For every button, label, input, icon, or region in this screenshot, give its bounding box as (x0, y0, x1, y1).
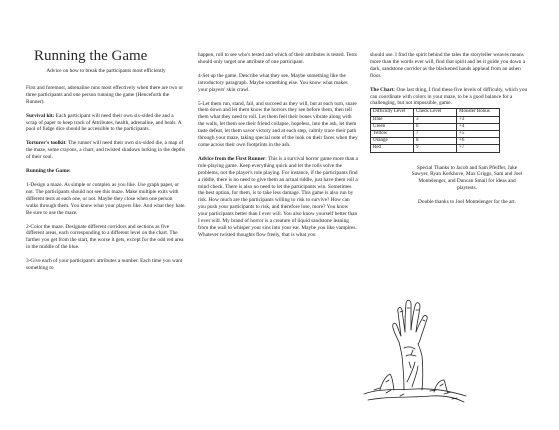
table-cell: +6 (457, 138, 500, 145)
advice-text: : This is a survival horror game more than a role-playing game. Keep everything quick and let the rolls solve the problems, not the player's role playing. For instance, if the participants find a riddle, there is no need to give them an actual riddle, just have them roll a mind check. There is also no need to let the participants win. Sometimes the best option, for them, is to take less damage. This game is also run by risk. How much are the participants willing to risk to survive? How can you push your participants to risk, and therefore lose, more? You know your participants better than I ever will. You also know yourself better than I ever will. My brand of horror is a creature of liquid sandstone leaning from the wall to whisper your sins into your ear. Maybe you like vampires. Whatever twisted thoughts flow freely, that is what you (198, 155, 358, 238)
table-cell: Yellow (371, 130, 414, 137)
thanks-block (410, 165, 524, 207)
table-row (371, 145, 500, 152)
table-row (371, 123, 500, 130)
thanks-paragraph: Special Thanks to Jacob and Sam Pfeiffer, Jake Sawyer, Ryan Kerkhove, Max Griggs, Sam and Joel Montelenger, and Duncan Smail for ideas and playtests. (411, 164, 523, 192)
page-title: Running the Game (34, 48, 148, 64)
step-1-paragraph: 1-Design a maze. As simple or complex as you like. Use graph paper, or not. The participants should not see this maze. Make multiple exits with different tests at each one, or not. Maybe they close when one person walks through them. You know what your players like. And what they hate. Be sure to use the maze. (26, 181, 186, 216)
step-3-paragraph: 3-Give each of your participant's attributes a number. Each time you want something to (26, 258, 183, 272)
table-header: Check Level (414, 109, 457, 116)
table-cell: 9 (414, 145, 457, 152)
survival-kit-paragraph (26, 113, 186, 134)
table-header-row (371, 109, 500, 116)
table-cell: +5 (457, 130, 500, 137)
page-subtitle: Advice on how to break the participants most efficiently (46, 68, 166, 74)
hand-illustration (360, 290, 470, 410)
table-cell: +3 (457, 116, 500, 123)
step-3-continued: happen, roll to see who's tested and which of their attributes is tested. Tests should only target one attribute of one participant. (198, 52, 357, 65)
step-5-paragraph: 5-Let them run, stand, fail, and succeed as they will, but at each turn, snare them down and let them know the horrors they see before them, then tell them what they need to roll. Let them feel their bones vibrate along with the walls, let them see their friend collapse, hopeless, into the ash, let them taste defeat, let them savor victory and at each step, calmly trace their path through your maze, taking special note of the look on their faces when they come across their own footprints in the ash. (198, 100, 358, 148)
step-4-paragraph: 4-Set up the game. Describe what they see. Maybe something like the introductory paragraph. Maybe something else. You know what makes your players' skin crawl. (198, 72, 348, 93)
step-2-paragraph: 2-Color the maze. Designate different corridors and sections as five different areas, each corresponding to a different level on the chart. The farther you get from the start, the worse it gets, except for the odd red area in the middle of the blue. (26, 223, 184, 251)
table-row (371, 130, 500, 137)
table-row (371, 138, 500, 145)
torturer-toolkit-text: : The runner will need their own six-sided die, a map of the maze, some crayons, a chart, and twisted shadows lurking in the depths of their soul. (26, 140, 186, 161)
table-cell: 8 (414, 138, 457, 145)
advice-label: Advice from the First Runner (198, 155, 266, 162)
running-the-game-heading: Running the Game: (26, 168, 71, 175)
table-cell: 3 (414, 116, 457, 123)
table-cell: Green (371, 123, 414, 130)
survival-kit-label: Survival kit: (26, 112, 55, 119)
column-1 (26, 48, 186, 430)
table-header: Monster Bonus (457, 109, 500, 116)
table-cell: Orange (371, 138, 414, 145)
table-cell: Blue (371, 116, 414, 123)
advice-continued: should use. I find the spirit behind the tales the storyteller weaves means more than the words ever will, find that spirit and let it guide you down a dark, sandstone corridor as the blackened hands applaud from an ashen floor. (370, 52, 526, 79)
column-2 (198, 48, 358, 430)
table-cell: 6 (414, 123, 457, 130)
table-cell: +4 (457, 123, 500, 130)
art-thanks-paragraph: Double thanks to Joel Montelenger for the art. (418, 199, 516, 206)
chart-paragraph (370, 87, 530, 108)
intro-paragraph: First and foremost, adrenaline runs most effectively when there are two or three participants and one person running the game (Henceforth the Runner). (26, 84, 183, 105)
table-row (371, 116, 500, 123)
survival-kit-text: Each participant will need their own six-sided die and a scrap of paper to keep track of Attributes, health, adrenaline, and heals. A pool of fudge dice should be accessible to the participants. (26, 112, 182, 133)
difficulty-table (370, 108, 500, 152)
torturer-toolkit-label: Torturer's toolkit (26, 140, 66, 147)
torturer-toolkit-paragraph (26, 140, 186, 161)
table-cell: +7 (457, 145, 500, 152)
advice-paragraph (198, 156, 358, 239)
table-cell: Red (371, 145, 414, 152)
chart-label: The Chart (370, 86, 394, 93)
table-cell: 7 (414, 130, 457, 137)
chart-text: : One last thing, I find these five levels of difficulty, which you can coordinate with colors in your maze, to be a good balance for a challenging, but not impossible, game. (370, 86, 528, 107)
table-header: Difficulty Level (371, 109, 414, 116)
